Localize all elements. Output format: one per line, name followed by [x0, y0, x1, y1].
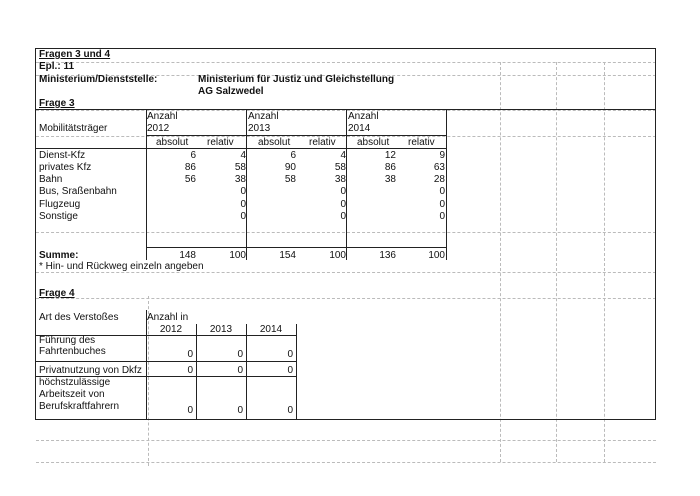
q3-cell: 12 [384, 150, 396, 161]
q4-row-label: Berufskraftfahrern [39, 401, 120, 412]
q4-year-2012: 2012 [159, 324, 183, 335]
q3-row-label: Flugzeug [39, 199, 81, 210]
q3-cell: 28 [433, 174, 445, 185]
q3-cell: 0 [439, 199, 445, 210]
q3-title: Frage 3 [39, 98, 75, 109]
q3-anzahl-label: Anzahl [248, 111, 279, 122]
q4-anzahl-label: Anzahl in [147, 312, 189, 323]
q4-year-2013: 2013 [209, 324, 233, 335]
q3-footnote: * Hin- und Rückweg einzeln angeben [39, 261, 204, 272]
q4-row-label: höchstzulässige [39, 377, 111, 388]
q4-cell: 0 [287, 365, 293, 376]
q3-sub-absolut: absolut [156, 137, 189, 148]
q3-cell: 0 [240, 186, 246, 197]
q3-sum-cell: 154 [279, 250, 296, 261]
q3-year-2012: 2012 [147, 123, 170, 134]
q4-vline [246, 324, 247, 420]
q3-sum-cell: 148 [179, 250, 196, 261]
q3-row-label: Dienst-Kfz [39, 150, 86, 161]
q3-vline [146, 110, 147, 260]
q3-row-label: Bus, Sraßenbahn [39, 186, 117, 197]
q3-sub-absolut: absolut [258, 137, 291, 148]
q4-vline [146, 310, 147, 420]
q3-cell: 0 [240, 211, 246, 222]
q3-column-label: Mobilitätsträger [39, 123, 108, 134]
q3-anzahl-label: Anzahl [348, 111, 379, 122]
epl-label: Epl.: 11 [39, 61, 75, 72]
q3-sum-cell: 136 [379, 250, 396, 261]
q4-cell: 0 [237, 405, 243, 416]
q3-cell: 0 [340, 186, 346, 197]
q3-row-label: privates Kfz [39, 162, 92, 173]
q3-row-label: Sonstige [39, 211, 78, 222]
q3-cell: 63 [433, 162, 445, 173]
q3-sum-label: Summe: [39, 250, 79, 261]
q3-sum-cell: 100 [329, 250, 346, 261]
q4-column-label: Art des Verstoßes [39, 312, 119, 323]
border-left [35, 48, 36, 420]
q3-sub-relativ: relativ [408, 137, 435, 148]
office-name: AG Salzwedel [198, 86, 264, 97]
q3-cell: 0 [340, 211, 346, 222]
ministry-label: Ministerium/Dienststelle: [39, 74, 158, 85]
q4-cell: 0 [287, 405, 293, 416]
q3-cell: 58 [334, 162, 346, 173]
q3-vline [446, 110, 447, 260]
q3-cell: 38 [334, 174, 346, 185]
q3-anzahl-label: Anzahl [147, 111, 178, 122]
q3-vline [246, 110, 247, 260]
q4-row-label: Führung des [39, 335, 96, 346]
q4-cell: 0 [287, 349, 293, 360]
border-top [35, 48, 656, 49]
q3-cell: 6 [190, 150, 196, 161]
q4-row-label: Privatnutzung von Dkfz [39, 365, 142, 376]
q3-cell: 38 [384, 174, 396, 185]
q3-cell: 4 [240, 150, 246, 161]
q4-cell: 0 [187, 405, 193, 416]
q3-cell: 58 [234, 162, 246, 173]
q3-cell: 0 [439, 211, 445, 222]
q3-row-label: Bahn [39, 174, 63, 185]
ministry-value: Ministerium für Justiz und Gleichstellung [198, 74, 395, 85]
q4-cell: 0 [187, 349, 193, 360]
q4-cell: 0 [237, 365, 243, 376]
q4-row-label: Fahrtenbuches [39, 346, 106, 357]
q3-sub-relativ: relativ [207, 137, 234, 148]
q3-cell: 6 [290, 150, 296, 161]
q3-cell: 0 [340, 199, 346, 210]
q3-vline [346, 110, 347, 260]
q3-sum-cell: 100 [229, 250, 246, 261]
q3-cell: 9 [439, 150, 445, 161]
q3-header-rule [35, 148, 446, 149]
q3-cell: 86 [184, 162, 196, 173]
q3-cell: 86 [384, 162, 396, 173]
q3-year-2013: 2013 [248, 123, 271, 134]
border-bottom [35, 419, 656, 420]
q3-sum-cell: 100 [428, 250, 445, 261]
q4-cell: 0 [187, 365, 193, 376]
q3-cell: 90 [284, 162, 296, 173]
q3-year-2014: 2014 [348, 123, 371, 134]
q4-row-label: Arbeitszeit von [39, 389, 105, 400]
q3-cell: 38 [234, 174, 246, 185]
q4-cell: 0 [237, 349, 243, 360]
q4-title: Frage 4 [39, 288, 75, 299]
q4-year-2014: 2014 [259, 324, 283, 335]
q3-cell: 58 [284, 174, 296, 185]
q3-cell: 0 [240, 199, 246, 210]
border-right [655, 48, 656, 420]
q3-sub-absolut: absolut [357, 137, 390, 148]
q3-cell: 56 [184, 174, 196, 185]
q4-vline [296, 324, 297, 420]
q3-sub-relativ: relativ [309, 137, 336, 148]
q3-year-underline [146, 135, 446, 136]
q3-cell: 0 [439, 186, 445, 197]
q4-vline [196, 324, 197, 420]
page-title: Fragen 3 und 4 [39, 49, 111, 60]
q3-cell: 4 [340, 150, 346, 161]
q3-sum-rule [146, 247, 446, 248]
q4-hline [35, 361, 296, 362]
